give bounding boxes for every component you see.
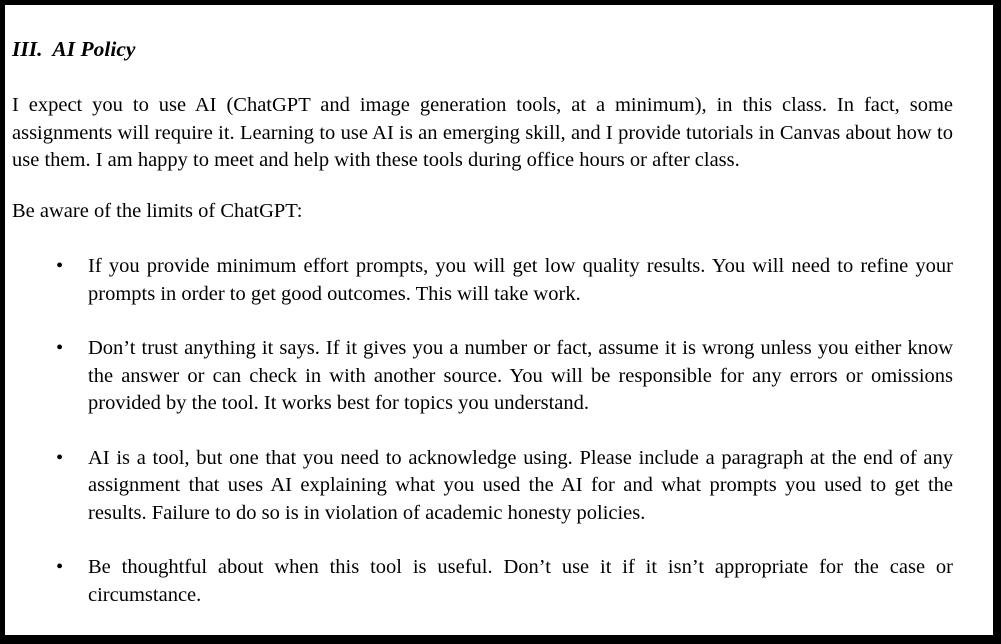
bullet-icon: • bbox=[56, 337, 64, 359]
list-item bbox=[12, 554, 953, 609]
list-item bbox=[12, 445, 953, 528]
intro-paragraph: I expect you to use AI (ChatGPT and image generation tools, at a minimum), in this class. In fact, some assignments will require it. Learning to use AI is an emerging skill, and I provide tutorials in Canvas about how to use them. I am happy to meet and help with these tools during office hours or after class. bbox=[12, 94, 953, 171]
bullet-icon: • bbox=[56, 446, 64, 469]
section-heading: III. AI Policy bbox=[12, 37, 136, 61]
list-item bbox=[12, 335, 953, 418]
bullet-text: AI is a tool, but one that you need to acknowledge using. Please include a paragraph at the end of any assignment that uses AI explaining what you used the AI for and what prompts you used to get the results. Failure to do so is in violation of academic honesty policies. bbox=[88, 446, 953, 524]
list-item bbox=[12, 253, 953, 308]
bullet-icon: • bbox=[56, 556, 64, 578]
bullet-icon: • bbox=[56, 255, 64, 277]
limits-lead-in: Be aware of the limits of ChatGPT: bbox=[12, 199, 303, 222]
bullet-text: If you provide minimum effort prompts, you will get low quality results. You will need to refine your prompts in order to get good outcomes. This will take work. bbox=[88, 255, 953, 305]
limits-bullet-list bbox=[12, 253, 953, 609]
bullet-text: Don’t trust anything it says. If it gives you a number or fact, assume it is wrong unless you either know the answer or can check in with another source. You will be responsible for any errors or omissions provided by the tool. It works best for topics you understand. bbox=[88, 337, 953, 414]
bullet-text: Be thoughtful about when this tool is useful. Don’t use it if it isn’t appropriate for the case or circumstance. bbox=[88, 556, 953, 606]
